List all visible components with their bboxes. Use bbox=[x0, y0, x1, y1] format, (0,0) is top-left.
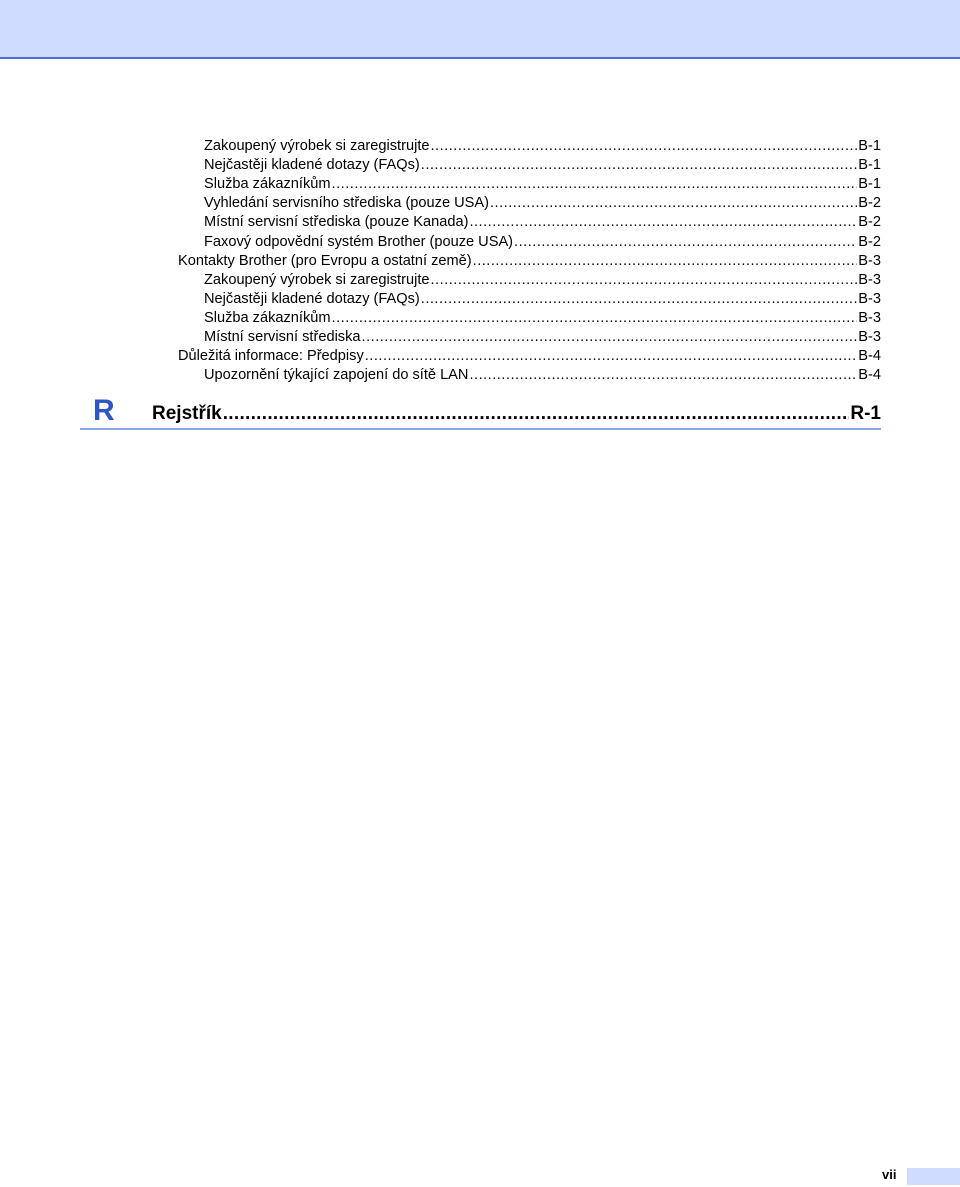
header-rule bbox=[0, 57, 960, 59]
toc-dot-leader bbox=[469, 212, 857, 232]
toc-entry[interactable] bbox=[204, 155, 881, 175]
chapter-letter: R bbox=[93, 394, 115, 427]
chapter-page: R-1 bbox=[850, 403, 881, 424]
toc-entry-title: Upozornění týkající zapojení do sítě LAN bbox=[204, 367, 469, 383]
toc-entry-page: B-3 bbox=[858, 310, 881, 326]
toc-entry[interactable] bbox=[204, 232, 881, 252]
page-number: vii bbox=[882, 1167, 897, 1182]
chapter-title-row bbox=[152, 402, 881, 426]
toc-entry-page: B-3 bbox=[858, 272, 881, 288]
toc-entry-page: B-2 bbox=[858, 195, 881, 211]
chapter-title: Rejstřík bbox=[152, 403, 222, 424]
toc-entry-title: Nejčastěji kladené dotazy (FAQs) bbox=[204, 157, 420, 173]
chapter-rule bbox=[80, 428, 881, 430]
toc-entry-page: B-3 bbox=[858, 291, 881, 307]
toc-entry-title: Faxový odpovědní systém Brother (pouze USA) bbox=[204, 234, 514, 250]
toc-entry[interactable] bbox=[204, 365, 881, 385]
toc-dot-leader bbox=[431, 136, 858, 156]
toc-entry-page: B-4 bbox=[858, 367, 881, 383]
toc-entry-title: Kontakty Brother (pro Evropu a ostatní země) bbox=[178, 253, 472, 269]
toc-entry-title: Zakoupený výrobek si zaregistrujte bbox=[204, 272, 430, 288]
toc-entry-page: B-3 bbox=[858, 329, 881, 345]
toc-entry[interactable] bbox=[204, 327, 881, 347]
chapter-heading[interactable] bbox=[80, 394, 881, 430]
header-band bbox=[0, 0, 960, 57]
toc-entry[interactable] bbox=[178, 251, 881, 271]
toc-entry-title: Důležitá informace: Předpisy bbox=[178, 348, 364, 364]
page-tab bbox=[907, 1168, 960, 1185]
toc-entry-title: Zakoupený výrobek si zaregistrujte bbox=[204, 138, 430, 154]
toc-dot-leader bbox=[421, 155, 858, 175]
toc-dot-leader bbox=[421, 289, 858, 309]
toc-dot-leader bbox=[473, 251, 858, 271]
toc-dot-leader bbox=[469, 365, 857, 385]
toc-entry[interactable] bbox=[204, 308, 881, 328]
toc-dot-leader bbox=[332, 174, 858, 194]
toc-entry-page: B-2 bbox=[858, 234, 881, 250]
toc-dot-leader bbox=[365, 346, 858, 366]
toc-entry-page: B-1 bbox=[858, 138, 881, 154]
toc-dot-leader bbox=[332, 308, 858, 328]
toc-entry[interactable] bbox=[204, 193, 881, 213]
toc-entry-title: Služba zákazníkům bbox=[204, 310, 331, 326]
toc-entry[interactable] bbox=[204, 136, 881, 156]
toc-entry[interactable] bbox=[204, 174, 881, 194]
toc-entry-title: Vyhledání servisního střediska (pouze USA) bbox=[204, 195, 489, 211]
toc-entry[interactable] bbox=[178, 346, 881, 366]
toc-entry-page: B-2 bbox=[858, 214, 881, 230]
toc-entry-title: Nejčastěji kladené dotazy (FAQs) bbox=[204, 291, 420, 307]
toc-entry-title: Služba zákazníkům bbox=[204, 176, 331, 192]
chapter-dot-leader bbox=[223, 402, 850, 426]
toc-dot-leader bbox=[514, 232, 857, 252]
toc-entry-page: B-1 bbox=[858, 176, 881, 192]
toc-dot-leader bbox=[490, 193, 857, 213]
toc-entry-page: B-1 bbox=[858, 157, 881, 173]
toc-entry-title: Místní servisní střediska bbox=[204, 329, 361, 345]
toc-entry[interactable] bbox=[204, 212, 881, 232]
toc-entry-page: B-3 bbox=[858, 253, 881, 269]
toc-entry[interactable] bbox=[204, 270, 881, 290]
toc-entry-title: Místní servisní střediska (pouze Kanada) bbox=[204, 214, 469, 230]
toc-dot-leader bbox=[362, 327, 858, 347]
toc-dot-leader bbox=[431, 270, 858, 290]
toc-entry-page: B-4 bbox=[858, 348, 881, 364]
toc-entry[interactable] bbox=[204, 289, 881, 309]
